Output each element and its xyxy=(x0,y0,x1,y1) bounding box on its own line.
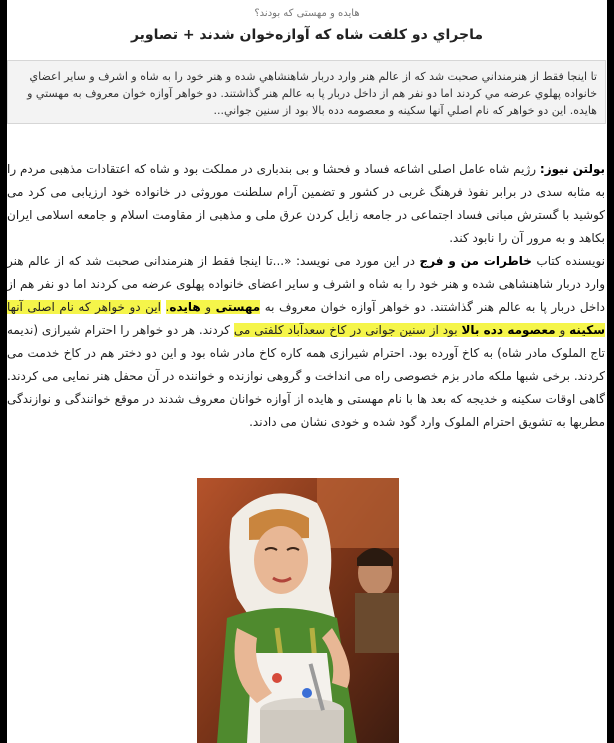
quote-intro: نویسنده کتاب xyxy=(531,254,605,268)
woman-cooking-photo xyxy=(197,478,399,743)
paragraph-quote xyxy=(7,250,605,434)
article-summary: تا اينجا فقط از هنرمنداني صحبت شد كه از عالم هنر وارد دربار شاهنشاهي شده و هنر خود را به شاه و اشرف و ساير اعضاي خانواده پهلوي عرضه مي كردند اما دو نفر هم از داخل دربار پا به عالم هنر گذاشتند. دو خواهر آوازه خوان معروف به مهستي و هايده. اين دو خواهر كه نام اصلي آنها سكينه و معصومه دده بالا بود از سنين جواني... xyxy=(7,60,606,124)
sentence-end: . xyxy=(165,300,170,314)
article-page xyxy=(7,0,607,743)
name-masoumeh: معصومه دده بالا xyxy=(461,323,556,337)
highlight-sentence-end: بود از سنین جوانی در کاخ سعدآباد کلفتی می xyxy=(233,323,462,337)
quote-rest: کردند. هر دو خواهر را احترام شیرازی (ندیمه تاج الملوک مادر شاه) به کاخ آورده بود. احترام شیرازی همه کاره کاخ مادر شاه بود و این دو دختر هم در کاخ خدمت می کردند. برخی شبها ملکه مادر بزم خصوصی راه می انداخت و گروهی نوازنده و خواننده در آن محفل هنر نمایی می کردند. گاهی اوقات سکینه و خدیجه که بعد ها با نام مهستی و هایده از آوازه خوانان معروف شدند در موقع خوانندگی و نوازندگی مطربها به تشویق احترام الملوک وارد گود شده و خودی نشان می دادند. xyxy=(7,323,605,429)
highlight-sentence-start: این دو خواهر که نام اصلی آنها xyxy=(7,300,161,314)
conjunction: و xyxy=(200,300,216,314)
source-label: بولتن نیوز: xyxy=(539,162,605,176)
name-hayedeh: هایده xyxy=(169,300,201,314)
book-title: خاطرات من و فرج xyxy=(419,254,532,268)
article-kicker: هایده و مهستی که بودند؟ xyxy=(254,8,360,19)
article-title[interactable]: ماجراي دو كلفت شاه كه آوازه‌خوان شدند + تصاوير xyxy=(130,27,484,43)
paragraph-intro-text: رژیم شاه عامل اصلی اشاعه فساد و فحشا و بی بندباری در مملکت بود و شاه که اعتقادات مذهبی مردم را به مثابه سدی در برابر نفوذ فرهنگ غربی در کشور و تضمین آرام سلطنت موروثی در خانواده خود ارزیابی می کرد می کوشید با گسترش مبانی فساد اجتماعی در جامعه زایل کردن عرق ملی و مذهبی از مقاومت اسلام و جامعه اسلامی ایران بکاهد و به مرور آن را نابود کند. xyxy=(7,162,605,245)
paragraph-intro xyxy=(7,158,605,250)
quote-text: در این مورد می نویسد: «...تا اینجا فقط از هنرمندانی صحبت شد که از عالم هنر وارد دربار شاهنشاهی شده و هنر خود را به شاه و اشرف و سایر اعضای خانواده پهلوی عرضه می کردند اما دو نفر هم از داخل دربار پا به عالم هنر گذاشتند. دو خواهر آوازه خوان معروف به xyxy=(7,254,605,314)
article-photo xyxy=(197,478,399,743)
name-mahasti: مهستی xyxy=(215,300,261,314)
name-sakineh: سکینه xyxy=(569,323,606,337)
conjunction-2: و xyxy=(555,323,570,337)
